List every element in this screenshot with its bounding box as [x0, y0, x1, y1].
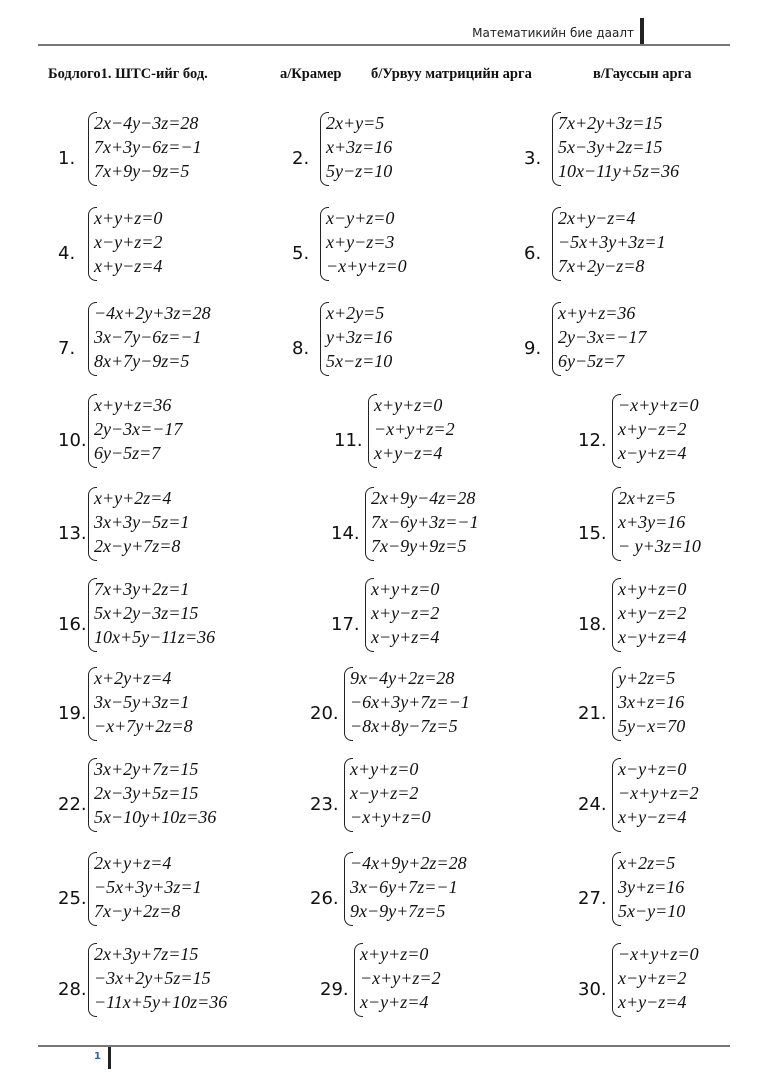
equation: x−y+z=4	[360, 992, 429, 1012]
equation: 3x−7y−6z=−1	[94, 327, 202, 347]
equation: 3x+3y−5z=1	[94, 512, 190, 532]
system-number: 23.	[310, 794, 339, 815]
system-number: 3.	[524, 148, 542, 169]
equation: −4x+2y+3z=28	[94, 303, 211, 323]
system-number: 11.	[334, 430, 363, 451]
equation: 2x−y+7z=8	[94, 536, 181, 556]
equation: x+y+z=0	[618, 579, 687, 599]
equation: x−y+z=0	[326, 208, 395, 228]
equation: 7x+2y−z=8	[558, 256, 645, 276]
equation: x+2y+z=4	[94, 668, 172, 688]
equation: 5x−3y+2z=15	[558, 137, 663, 157]
equation: 7x+3y−6z=−1	[94, 137, 202, 157]
equation: −3x+2y+5z=15	[94, 968, 211, 988]
system-number: 12.	[578, 430, 607, 451]
equation: 5y−z=10	[326, 161, 393, 181]
equation: −8x+8y−7z=5	[350, 716, 458, 736]
equation: 3x+z=16	[618, 692, 685, 712]
equation: x+2z=5	[618, 853, 676, 873]
equation: x+y+z=0	[374, 395, 443, 415]
document-header-title: Математикийн бие даалт	[472, 26, 634, 40]
equation: −x+7y+2z=8	[94, 716, 193, 736]
equation: x−y+z=2	[94, 232, 163, 252]
equation: x+y+z=36	[94, 395, 172, 415]
equation: 2x−4y−3z=28	[94, 113, 199, 133]
method-inverse-matrix: б/Урвуу матрицийн арга	[371, 66, 532, 82]
equation: 7x+3y+2z=1	[94, 579, 190, 599]
equation: 10x+5y−11z=36	[94, 627, 216, 647]
equation: −5x+3y+3z=1	[94, 877, 202, 897]
equation: −x+y+z=0	[618, 395, 699, 415]
equation: −5x+3y+3z=1	[558, 232, 666, 252]
equation: x+y−z=2	[618, 419, 687, 439]
equation: x+y+z=0	[350, 759, 419, 779]
equation: 10x−11y+5z=36	[558, 161, 680, 181]
equation: 5x−z=10	[326, 351, 393, 371]
equation: 2y−3x=−17	[94, 419, 183, 439]
equation: 2x−3y+5z=15	[94, 783, 199, 803]
equation: x−y+z=4	[618, 443, 687, 463]
header-divider-bar	[640, 18, 644, 44]
equation: x+y−z=4	[374, 443, 443, 463]
equation: 2x+9y−4z=28	[371, 488, 476, 508]
system-number: 14.	[331, 523, 360, 544]
equation: x+y−z=4	[618, 992, 687, 1012]
equation: x+y+z=0	[94, 208, 163, 228]
equation: x−y+z=4	[618, 627, 687, 647]
equation: x+y+z=0	[360, 944, 429, 964]
method-gauss: в/Гауссын арга	[593, 66, 692, 82]
equation: x+y−z=4	[94, 256, 163, 276]
system-number: 8.	[292, 338, 310, 359]
equation: 3x+2y+7z=15	[94, 759, 199, 779]
equation: x+y+z=36	[558, 303, 636, 323]
system-number: 22.	[58, 794, 87, 815]
equation: −x+y+z=0	[350, 807, 431, 827]
system-number: 1.	[58, 148, 76, 169]
task-label: Бодлого1. ШТС-ийг бод.	[48, 66, 208, 82]
equation: 6y−5z=7	[558, 351, 625, 371]
equation: y+3z=16	[326, 327, 393, 347]
system-number: 7.	[58, 338, 76, 359]
system-number: 2.	[292, 148, 310, 169]
equation: x+3z=16	[326, 137, 393, 157]
system-number: 17.	[331, 614, 360, 635]
system-number: 26.	[310, 888, 339, 909]
equation: 2x+y=5	[326, 113, 385, 133]
equation: y+2z=5	[618, 668, 676, 688]
equation: x−y+z=0	[618, 759, 687, 779]
equation: 2x+3y+7z=15	[94, 944, 199, 964]
equation: 7x−y+2z=8	[94, 901, 181, 921]
equation: x+y−z=4	[618, 807, 687, 827]
header-rule	[38, 44, 730, 46]
equation: 7x+2y+3z=15	[558, 113, 663, 133]
equation: −x+y+z=0	[326, 256, 407, 276]
equation: 5x+2y−3z=15	[94, 603, 199, 623]
equation: 2x+y+z=4	[94, 853, 172, 873]
system-number: 19.	[58, 703, 87, 724]
equation: 2y−3x=−17	[558, 327, 647, 347]
system-number: 29.	[320, 979, 349, 1000]
equation: 5x−10y+10z=36	[94, 807, 217, 827]
footer-divider-bar	[108, 1047, 111, 1069]
system-number: 6.	[524, 243, 542, 264]
system-number: 9.	[524, 338, 542, 359]
equation: 2x+z=5	[618, 488, 676, 508]
system-number: 30.	[578, 979, 607, 1000]
system-number: 18.	[578, 614, 607, 635]
equation: x−y+z=2	[618, 968, 687, 988]
system-number: 20.	[310, 703, 339, 724]
equation: −x+y+z=2	[374, 419, 455, 439]
equation: 9x−4y+2z=28	[350, 668, 455, 688]
equation: x+y−z=2	[371, 603, 440, 623]
system-number: 5.	[292, 243, 310, 264]
equation: −x+y+z=2	[360, 968, 441, 988]
equation: x−y+z=4	[371, 627, 440, 647]
equation: 3y+z=16	[618, 877, 685, 897]
system-number: 21.	[578, 703, 607, 724]
system-number: 10.	[58, 430, 87, 451]
equation: −4x+9y+2z=28	[350, 853, 467, 873]
footer-rule	[38, 1045, 730, 1047]
equation: 9x−9y+7z=5	[350, 901, 446, 921]
equation: x+y+z=0	[371, 579, 440, 599]
equation: 3x−6y+7z=−1	[350, 877, 458, 897]
equation: 2x+y−z=4	[558, 208, 636, 228]
system-number: 24.	[578, 794, 607, 815]
equation: x−y+z=2	[350, 783, 419, 803]
system-number: 15.	[578, 523, 607, 544]
equation: x+3y=16	[618, 512, 686, 532]
equation: 8x+7y−9z=5	[94, 351, 190, 371]
equation: 7x+9y−9z=5	[94, 161, 190, 181]
equation: −11x+5y+10z=36	[94, 992, 228, 1012]
equation: 3x−5y+3z=1	[94, 692, 190, 712]
system-number: 4.	[58, 243, 76, 264]
system-number: 13.	[58, 523, 87, 544]
system-number: 27.	[578, 888, 607, 909]
equation: x+y+2z=4	[94, 488, 172, 508]
equation: 7x−6y+3z=−1	[371, 512, 479, 532]
equation: −6x+3y+7z=−1	[350, 692, 470, 712]
method-cramer: а/Крамер	[280, 66, 342, 82]
equation: 7x−9y+9z=5	[371, 536, 467, 556]
equation: −x+y+z=2	[618, 783, 699, 803]
equation: x+2y=5	[326, 303, 385, 323]
equation: x+y−z=3	[326, 232, 395, 252]
system-number: 25.	[58, 888, 87, 909]
equation: 5x−y=10	[618, 901, 686, 921]
page-number: 1	[94, 1051, 101, 1062]
system-number: 16.	[58, 614, 87, 635]
equation: x+y−z=2	[618, 603, 687, 623]
equation: 6y−5z=7	[94, 443, 161, 463]
system-number: 28.	[58, 979, 87, 1000]
equation: − y+3z=10	[618, 536, 701, 556]
equation: −x+y+z=0	[618, 944, 699, 964]
equation: 5y−x=70	[618, 716, 686, 736]
